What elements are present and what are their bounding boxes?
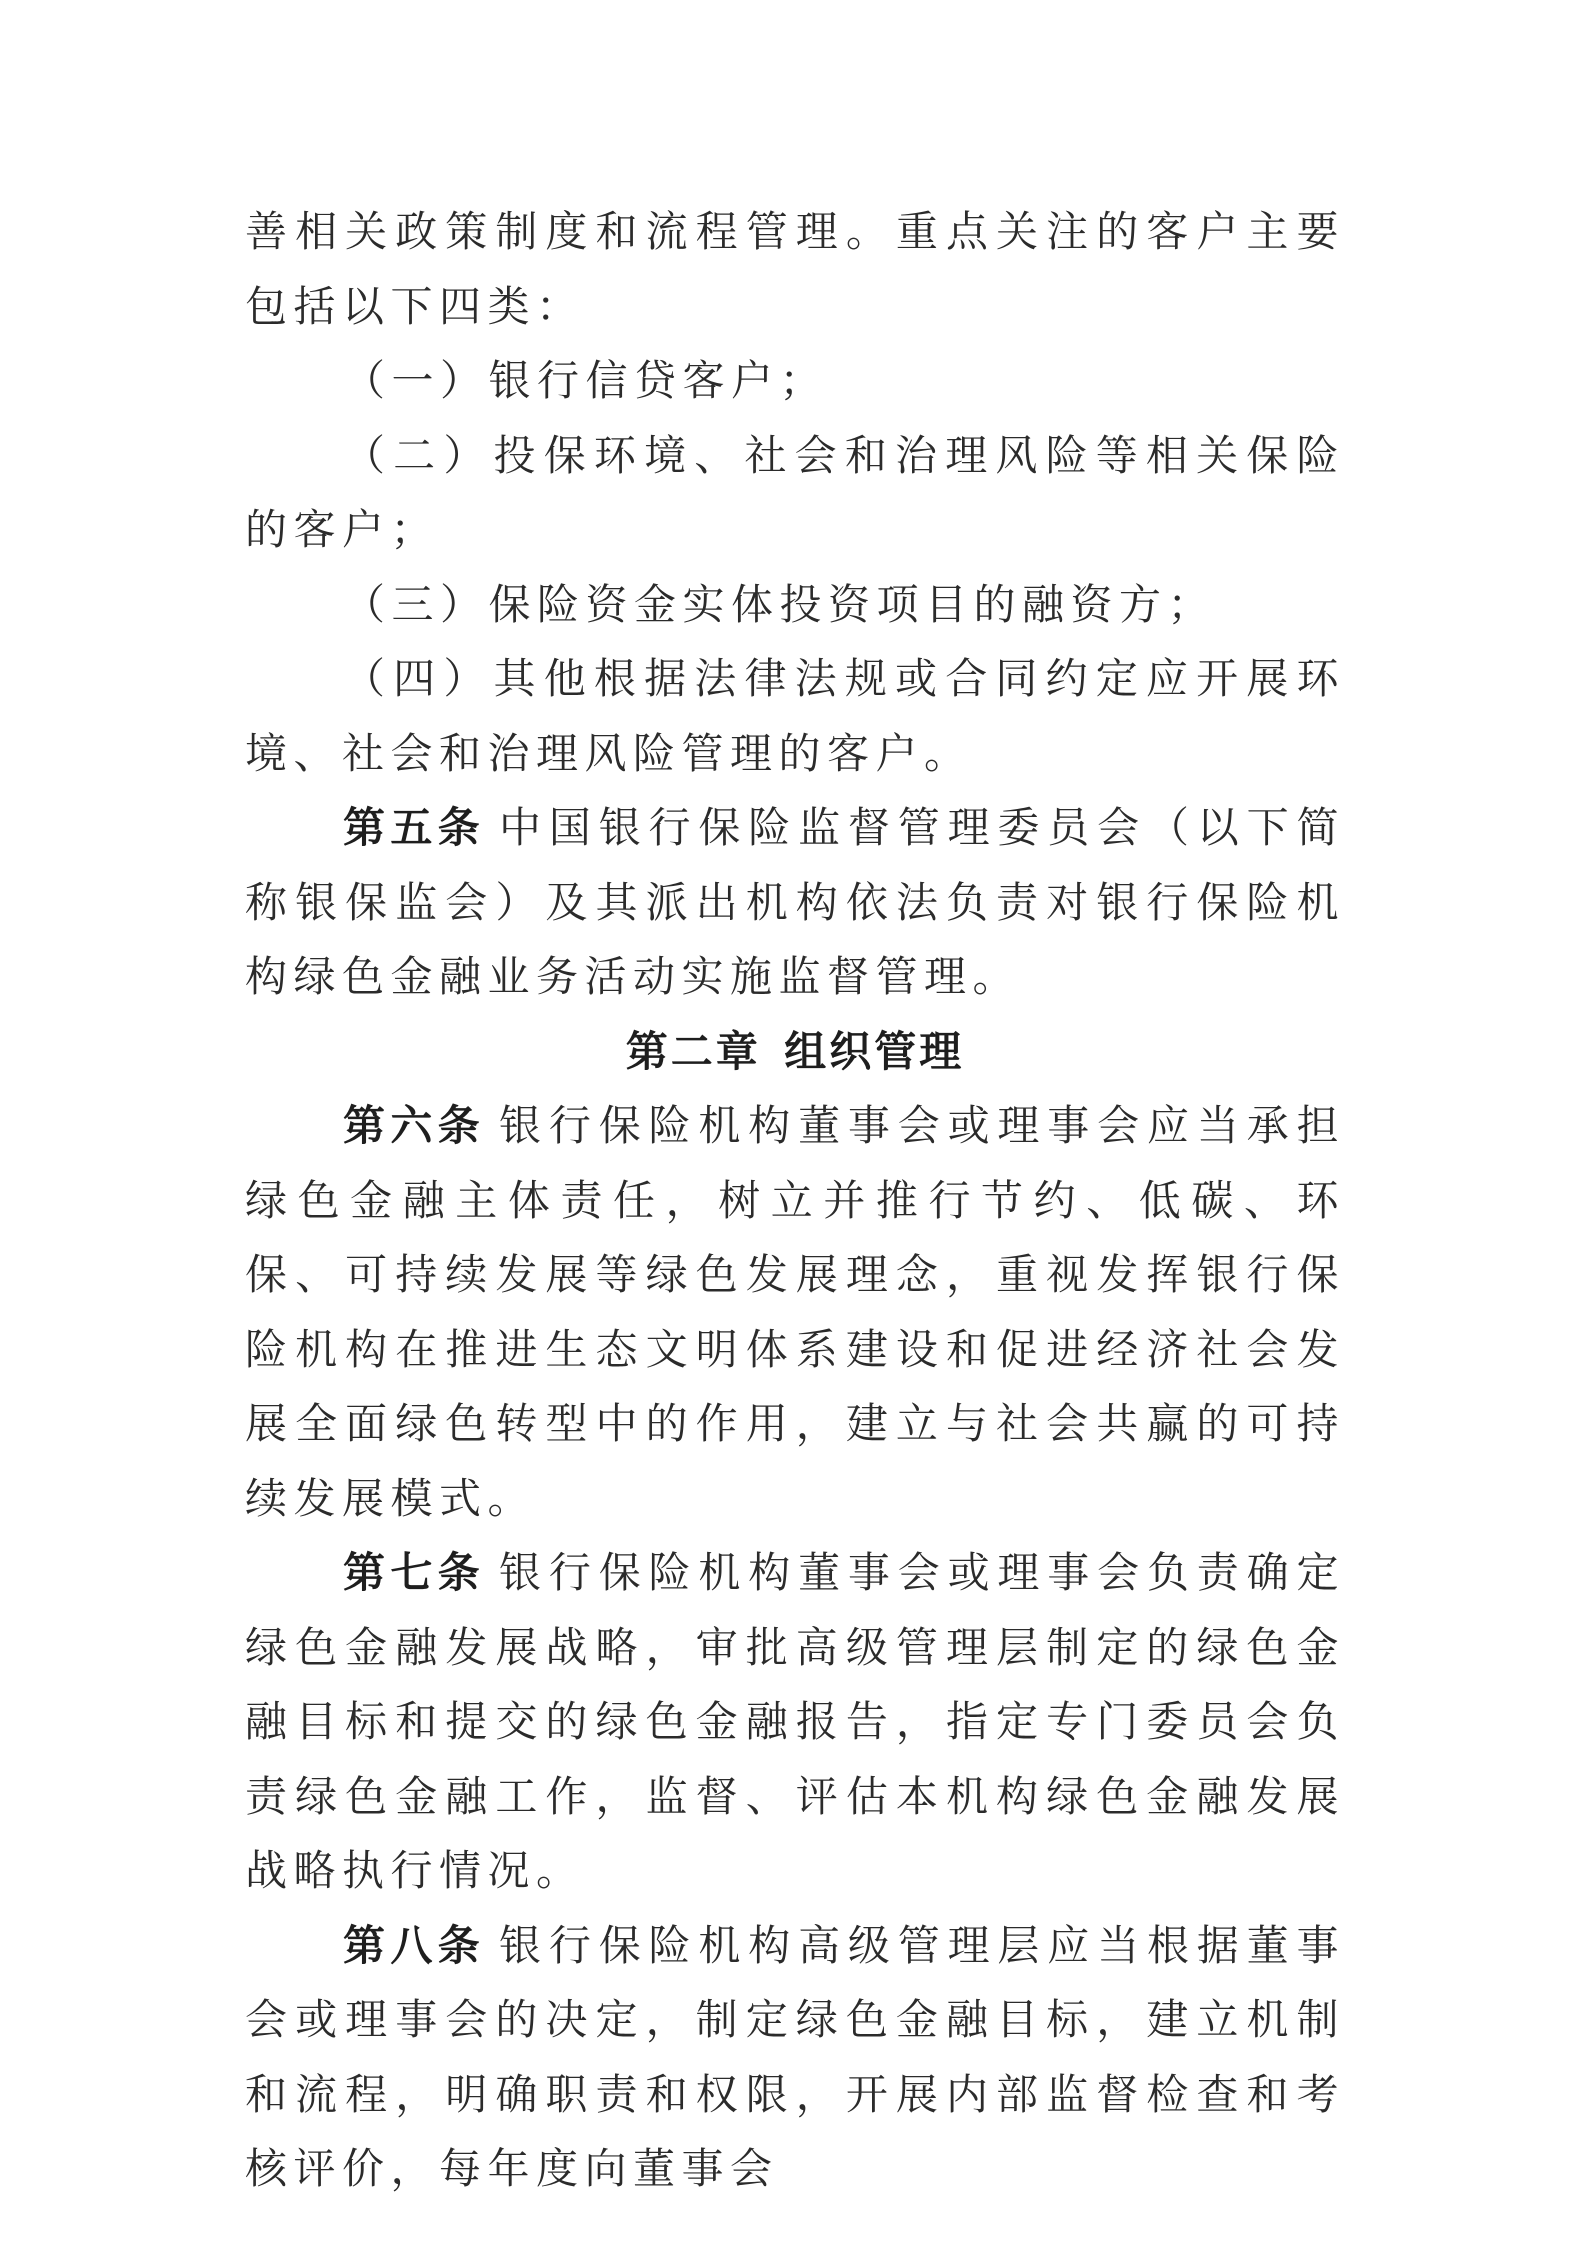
article-8-title: 第八条 — [343, 1920, 486, 1970]
article-6-title: 第六条 — [343, 1101, 486, 1150]
list-item-4: （四）其他根据法律法规或合同约定应开展环境、社会和治理风险管理的客户。 — [245, 654, 1345, 778]
article-5-text: 中国银行保险监督管理委员会（以下简称银保监会）及其派出机构依法负责对银行保险机构绿色金融业务活动实施监督管理。 — [245, 803, 1345, 1001]
lead-paragraph: 善相关政策制度和流程管理。重点关注的客户主要包括以下四类： — [245, 207, 1345, 331]
article-7 — [245, 1536, 1345, 1909]
list-item-2: （二）投保环境、社会和治理风险等相关保险的客户； — [245, 430, 1345, 554]
chapter-heading: 第二章 组织管理 — [625, 1026, 965, 1076]
article-6 — [245, 1089, 1345, 1536]
article-8-text: 银行保险机构高级管理层应当根据董事会或理事会的决定，制定绿色金融目标，建立机制和流程，明确职责和权限，开展内部监督检查和考核评价，每年度向董事会 — [245, 1920, 1345, 2193]
article-8 — [245, 1909, 1345, 2207]
article-5-title: 第五条 — [343, 803, 486, 852]
list-item-3: （三）保险资金实体投资项目的融资方； — [343, 579, 1217, 629]
document-body — [245, 195, 1345, 2207]
article-7-title: 第七条 — [343, 1548, 486, 1597]
article-7-text: 银行保险机构董事会或理事会负责确定绿色金融发展战略，审批高级管理层制定的绿色金融目标和提交的绿色金融报告，指定专门委员会负责绿色金融工作，监督、评估本机构绿色金融发展战略执行情况。 — [245, 1548, 1345, 1895]
list-item-1: （一）银行信贷客户； — [343, 356, 829, 405]
article-5 — [245, 791, 1345, 1015]
article-6-text: 银行保险机构董事会或理事会应当承担绿色金融主体责任，树立并推行节约、低碳、环保、可持续发展等绿色发展理念，重视发挥银行保险机构在推进生态文明体系建设和促进经济社会发展全面绿色转型中的作用，建立与社会共赢的可持续发展模式。 — [245, 1101, 1345, 1523]
